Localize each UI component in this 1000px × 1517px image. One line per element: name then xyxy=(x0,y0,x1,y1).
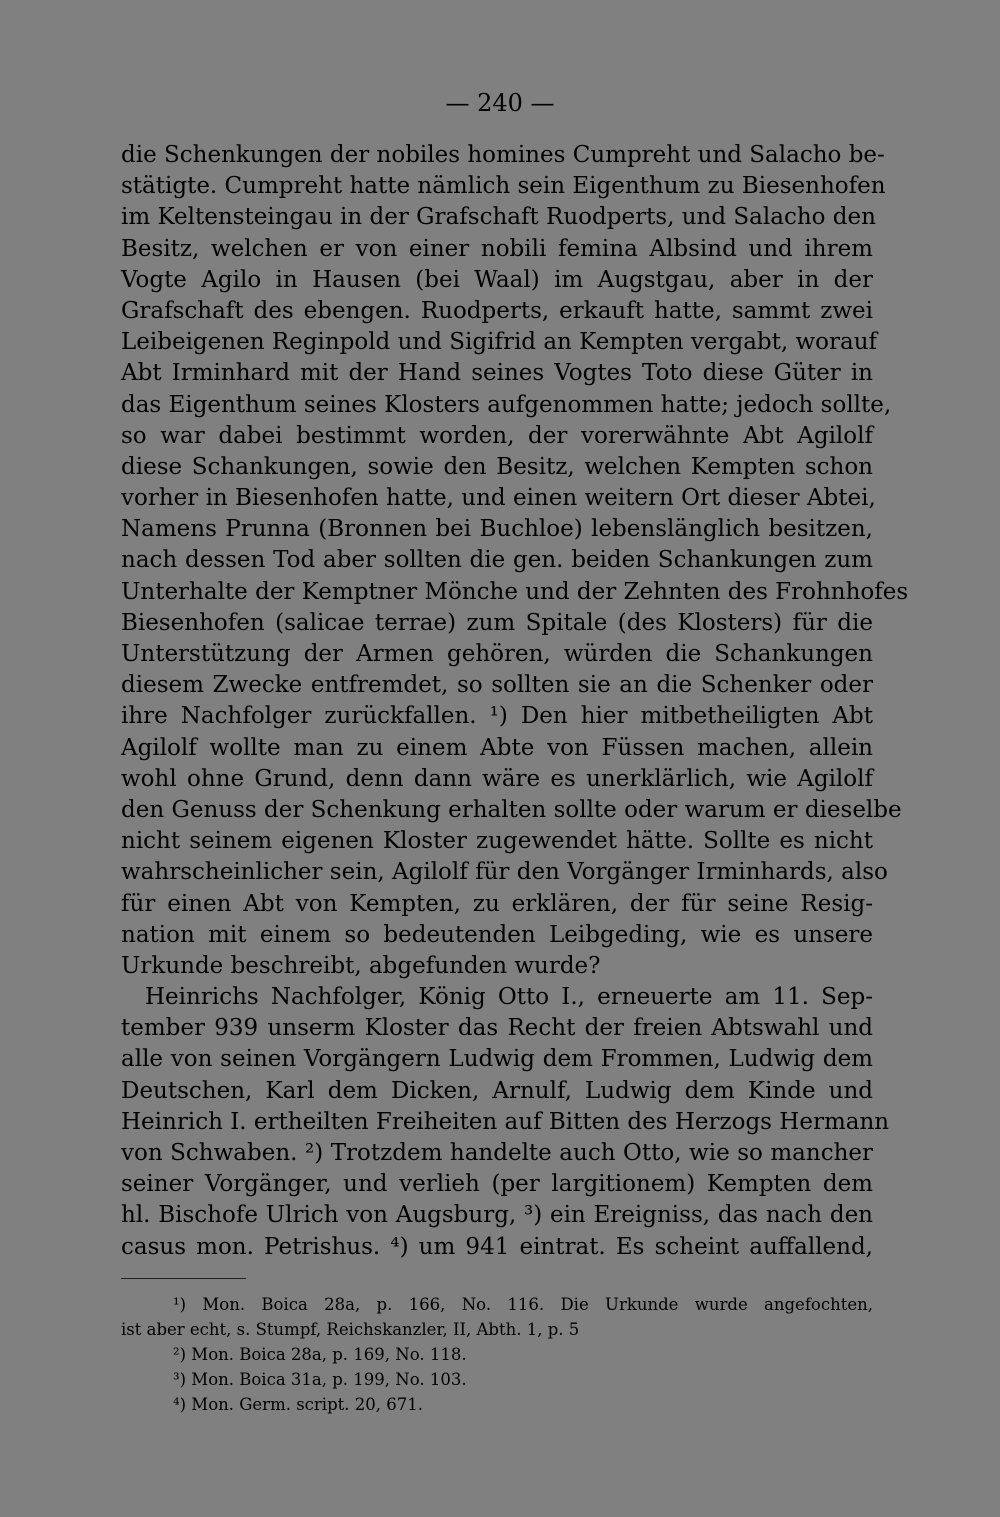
footnote-separator xyxy=(121,1278,246,1279)
text-line: Biesenhofen (salicae terrae) zum Spitale (des Klosters) für die xyxy=(121,609,873,636)
text-line: so war dabei bestimmt worden, der vorerwähnte Abt Agilolf xyxy=(121,422,873,449)
text-line: hl. Bischofe Ulrich von Augsburg, ³) ein Ereigniss, das nach den xyxy=(121,1202,873,1229)
text-line: im Keltensteingau in der Grafschaft Ruodperts, und Salacho den xyxy=(121,204,876,231)
text-line: Agilolf wollte man zu einem Abte von Füssen machen, allein xyxy=(121,734,873,761)
text-line: von Schwaben. ²) Trotzdem handelte auch Otto, wie so mancher xyxy=(121,1140,873,1166)
text-line: Unterhalte der Kemptner Mönche und der Zehnten des Frohnhofes xyxy=(121,578,909,605)
text-line: seiner Vorgänger, und verlieh (per largitionem) Kempten dem xyxy=(121,1171,873,1198)
text-line: Grafschaft des ebengen. Ruodperts, erkauft hatte, sammt zwei xyxy=(121,297,873,324)
footnote: ⁴) Mon. Germ. script. 20, 671. xyxy=(173,1395,423,1414)
text-line: alle von seinen Vorgängern Ludwig dem Frommen, Ludwig dem xyxy=(121,1046,873,1073)
text-line: nation mit einem so bedeutenden Leibgeding, wie es unsere xyxy=(121,921,873,948)
text-line: den Genuss der Schenkung erhalten sollte oder warum er dieselbe xyxy=(121,796,902,823)
text-line: nicht seinem eigenen Kloster zugewendet hätte. Sollte es nicht xyxy=(121,828,873,855)
text-line: Urkunde beschreibt, abgefunden wurde? xyxy=(121,952,601,979)
text-line: Unterstützung der Armen gehören, würden die Schankungen xyxy=(121,641,873,667)
text-line: diese Schankungen, sowie den Besitz, welchen Kempten schon xyxy=(121,453,873,480)
footnotes xyxy=(121,1292,873,1417)
body-text xyxy=(121,140,909,1263)
text-line: Heinrich I. ertheilten Freiheiten auf Bitten des Herzogs Hermann xyxy=(121,1108,890,1135)
footnote: ¹) Mon. Boica 28a, p. 166, No. 116. Die Urkunde wurde angefochten, xyxy=(173,1295,873,1314)
text-line: wahrscheinlicher sein, Agilolf für den Vorgänger Irminhards, also xyxy=(121,859,888,886)
text-line: Leibeigenen Reginpold und Sigifrid an Kempten vergabt, worauf xyxy=(121,329,878,356)
text-line: nach dessen Tod aber sollten die gen. beiden Schankungen zum xyxy=(121,547,873,574)
text-line: diesem Zwecke entfremdet, so sollten sie an die Schenker oder xyxy=(121,672,873,699)
text-line: Heinrichs Nachfolger, König Otto I., erneuerte am 11. Sep- xyxy=(145,984,873,1011)
text-line: vorher in Biesenhofen hatte, und einen weitern Ort dieser Abtei, xyxy=(121,485,876,512)
footnote: ³) Mon. Boica 31a, p. 199, No. 103. xyxy=(173,1370,467,1389)
text-line: die Schenkungen der nobiles homines Cumpreht und Salacho be- xyxy=(121,142,885,168)
text-line: das Eigenthum seines Klosters aufgenommen hatte; jedoch sollte, xyxy=(121,391,892,418)
text-line: für einen Abt von Kempten, zu erklären, der für seine Resig- xyxy=(121,890,873,917)
text-line: tember 939 unserm Kloster das Recht der freien Abtswahl und xyxy=(121,1015,873,1042)
text-line: Deutschen, Karl dem Dicken, Arnulf, Ludwig dem Kinde und xyxy=(121,1077,873,1104)
text-line: Abt Irminhard mit der Hand seines Vogtes Toto diese Güter in xyxy=(121,360,873,387)
text-line: wohl ohne Grund, denn dann wäre es unerklärlich, wie Agilolf xyxy=(121,765,873,792)
footnote-continuation: ist aber echt, s. Stumpf, Reichskanzler, II, Abth. 1, p. 5 xyxy=(121,1320,580,1339)
page-number: — 240 — xyxy=(445,89,555,117)
text-line: stätigte. Cumpreht hatte nämlich sein Eigenthum zu Biesenhofen xyxy=(121,173,886,200)
text-line: Namens Prunna (Bronnen bei Buchloe) lebenslänglich besitzen, xyxy=(121,516,873,543)
text-line: ihre Nachfolger zurückfallen. ¹) Den hier mitbetheiligten Abt xyxy=(121,703,873,730)
text-line: Besitz, welchen er von einer nobili femina Albsind und ihrem xyxy=(121,235,873,262)
text-line: casus mon. Petrishus. ⁴) um 941 eintrat. Es scheint auffallend, xyxy=(121,1233,873,1260)
footnote: ²) Mon. Boica 28a, p. 169, No. 118. xyxy=(173,1345,467,1364)
text-line: Vogte Agilo in Hausen (bei Waal) im Augstgau, aber in der xyxy=(121,266,873,293)
